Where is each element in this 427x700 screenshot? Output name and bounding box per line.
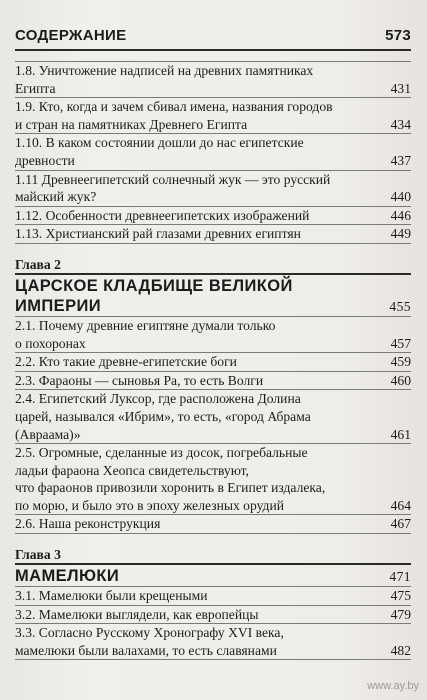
toc-entry-text: 2.1. Почему древние египтяне думали только — [15, 317, 276, 333]
toc-entry-line — [15, 188, 411, 206]
toc-page-number: 467 — [390, 516, 411, 532]
toc-entry — [15, 353, 411, 372]
toc-entry — [15, 515, 411, 534]
chapter-label: Глава 3 — [15, 547, 61, 563]
toc-entry — [15, 61, 411, 98]
toc-entry-text: 2.4. Египетский Луксор, где расположена Долина — [15, 391, 301, 407]
chapter-title-block — [15, 273, 411, 317]
chapter-title-line — [15, 296, 411, 316]
toc-entry-line — [15, 515, 411, 533]
header-rule — [15, 49, 411, 51]
toc-entry — [15, 134, 411, 170]
toc-entry-text: что фараонов привозили хоронить в Египет издалека, — [15, 480, 326, 496]
toc-entry-text: о похоронах — [15, 335, 86, 351]
section-entries — [15, 587, 411, 660]
toc-entry-line — [15, 335, 411, 353]
toc-page-number: 437 — [390, 152, 411, 168]
toc-entry-text: 2.6. Наша реконструкция — [15, 516, 161, 532]
watermark: www.ay.by — [367, 680, 419, 692]
toc-entry — [15, 444, 411, 515]
toc-entry-line — [15, 353, 411, 371]
toc-entry-text: 2.3. Фараоны — сыновья Ра, то есть Волги — [15, 372, 264, 388]
toc-entry — [15, 98, 411, 134]
toc-entry-line — [15, 225, 411, 243]
chapter-title-text: ИМПЕРИИ — [15, 296, 101, 315]
section-entries — [15, 317, 411, 534]
toc-entry-text: ладьи фараона Хеопса свидетельствуют, — [15, 462, 249, 478]
toc-entry-text: мамелюки были валахами, то есть славянами — [15, 642, 277, 658]
toc-entry-line — [15, 587, 411, 605]
chapter-label: Глава 2 — [15, 256, 61, 272]
toc-entry-line — [15, 444, 411, 462]
toc-entry — [15, 171, 411, 207]
toc-entry-text: 1.13. Христианский рай глазами древних египтян — [15, 226, 301, 242]
chapter-page-number: 471 — [389, 569, 411, 585]
toc-entry-text: 3.1. Мамелюки были крещеными — [15, 588, 208, 604]
table-of-contents — [15, 61, 411, 660]
toc-entry-text: 3.3. Согласно Русскому Хронографу XVI века, — [15, 625, 284, 641]
toc-page-number: 482 — [390, 642, 411, 658]
toc-page-number: 460 — [390, 372, 411, 388]
toc-entry-line — [15, 171, 411, 189]
toc-entry-text: 1.11 Древнеегипетский солнечный жук — это русский — [15, 171, 331, 187]
toc-page-number: 464 — [390, 497, 411, 513]
toc-page-number: 446 — [390, 207, 411, 223]
chapter-title-text: МАМЕЛЮКИ — [15, 567, 120, 586]
toc-entry-line — [15, 98, 411, 116]
toc-page-number: 459 — [390, 354, 411, 370]
toc-entry-line — [15, 134, 411, 152]
toc-page-number: 449 — [390, 226, 411, 242]
toc-entry-text: по морю, и было это в эпоху железных орудий — [15, 497, 284, 513]
toc-page-number: 475 — [390, 588, 411, 604]
chapter-title-text: ЦАРСКОЕ КЛАДБИЩЕ ВЕЛИКОЙ — [15, 276, 293, 295]
toc-entry — [15, 372, 411, 391]
toc-entry-line — [15, 624, 411, 642]
toc-entry-text: 2.2. Кто такие древне-египетские боги — [15, 354, 237, 370]
toc-entry-line — [15, 207, 411, 225]
toc-page-number: 461 — [390, 426, 411, 442]
toc-entry-text: древности — [15, 152, 75, 168]
toc-entry-line — [15, 372, 411, 390]
toc-entry-text: майский жук? — [15, 189, 97, 205]
toc-entry-text: 1.8. Уничтожение надписей на древних памятниках — [15, 63, 314, 78]
toc-entry-text: и стран на памятниках Древнего Египта — [15, 116, 248, 132]
toc-entry-text: 1.9. Кто, когда и зачем сбивал имена, названия городов — [15, 99, 333, 115]
chapter-title-line — [15, 276, 411, 296]
toc-entry-line — [15, 426, 411, 444]
chapter-title-line — [15, 566, 411, 586]
toc-entry-text: 2.5. Огромные, сделанные из досок, погребальные — [15, 445, 308, 461]
toc-entry-text: 1.10. В каком состоянии дошли до нас египетские — [15, 135, 304, 151]
toc-entry-text: царей, назывался «Ибрим», то есть, «город Абрама — [15, 408, 311, 424]
chapter-page-number: 455 — [389, 298, 411, 314]
toc-entry-line — [15, 642, 411, 660]
toc-entry-text: 3.2. Мамелюки выглядели, как европейцы — [15, 606, 259, 622]
toc-entry — [15, 207, 411, 226]
toc-page-number: 440 — [390, 189, 411, 205]
toc-entry-line — [15, 116, 411, 134]
toc-entry-text: 1.12. Особенности древнеегипетских изображений — [15, 207, 310, 223]
toc-entry — [15, 587, 411, 606]
toc-entry — [15, 624, 411, 660]
toc-entry-text: Египта — [15, 80, 56, 96]
toc-page-number: 434 — [390, 116, 411, 132]
toc-entry — [15, 317, 411, 353]
toc-page-number: 479 — [390, 606, 411, 622]
toc-entry-line — [15, 390, 411, 408]
toc-entry-line — [15, 606, 411, 624]
toc-entry-line — [15, 497, 411, 515]
toc-entry-line — [15, 62, 411, 80]
toc-entry — [15, 390, 411, 444]
toc-entry-line — [15, 317, 411, 335]
toc-entry-line — [15, 80, 411, 98]
header-title: СОДЕРЖАНИЕ — [15, 27, 127, 44]
toc-page-number: 431 — [390, 80, 411, 96]
toc-entry — [15, 225, 411, 244]
running-header — [15, 27, 411, 47]
chapter-title-block — [15, 563, 411, 587]
toc-entry-line — [15, 408, 411, 426]
toc-entry-line — [15, 462, 411, 480]
toc-entry-line — [15, 152, 411, 170]
toc-entry — [15, 606, 411, 625]
toc-page-number: 457 — [390, 335, 411, 351]
section-entries — [15, 61, 411, 244]
toc-entry-line — [15, 479, 411, 497]
header-page-number: 573 — [385, 27, 411, 44]
toc-entry-text: (Авраама)» — [15, 426, 81, 442]
